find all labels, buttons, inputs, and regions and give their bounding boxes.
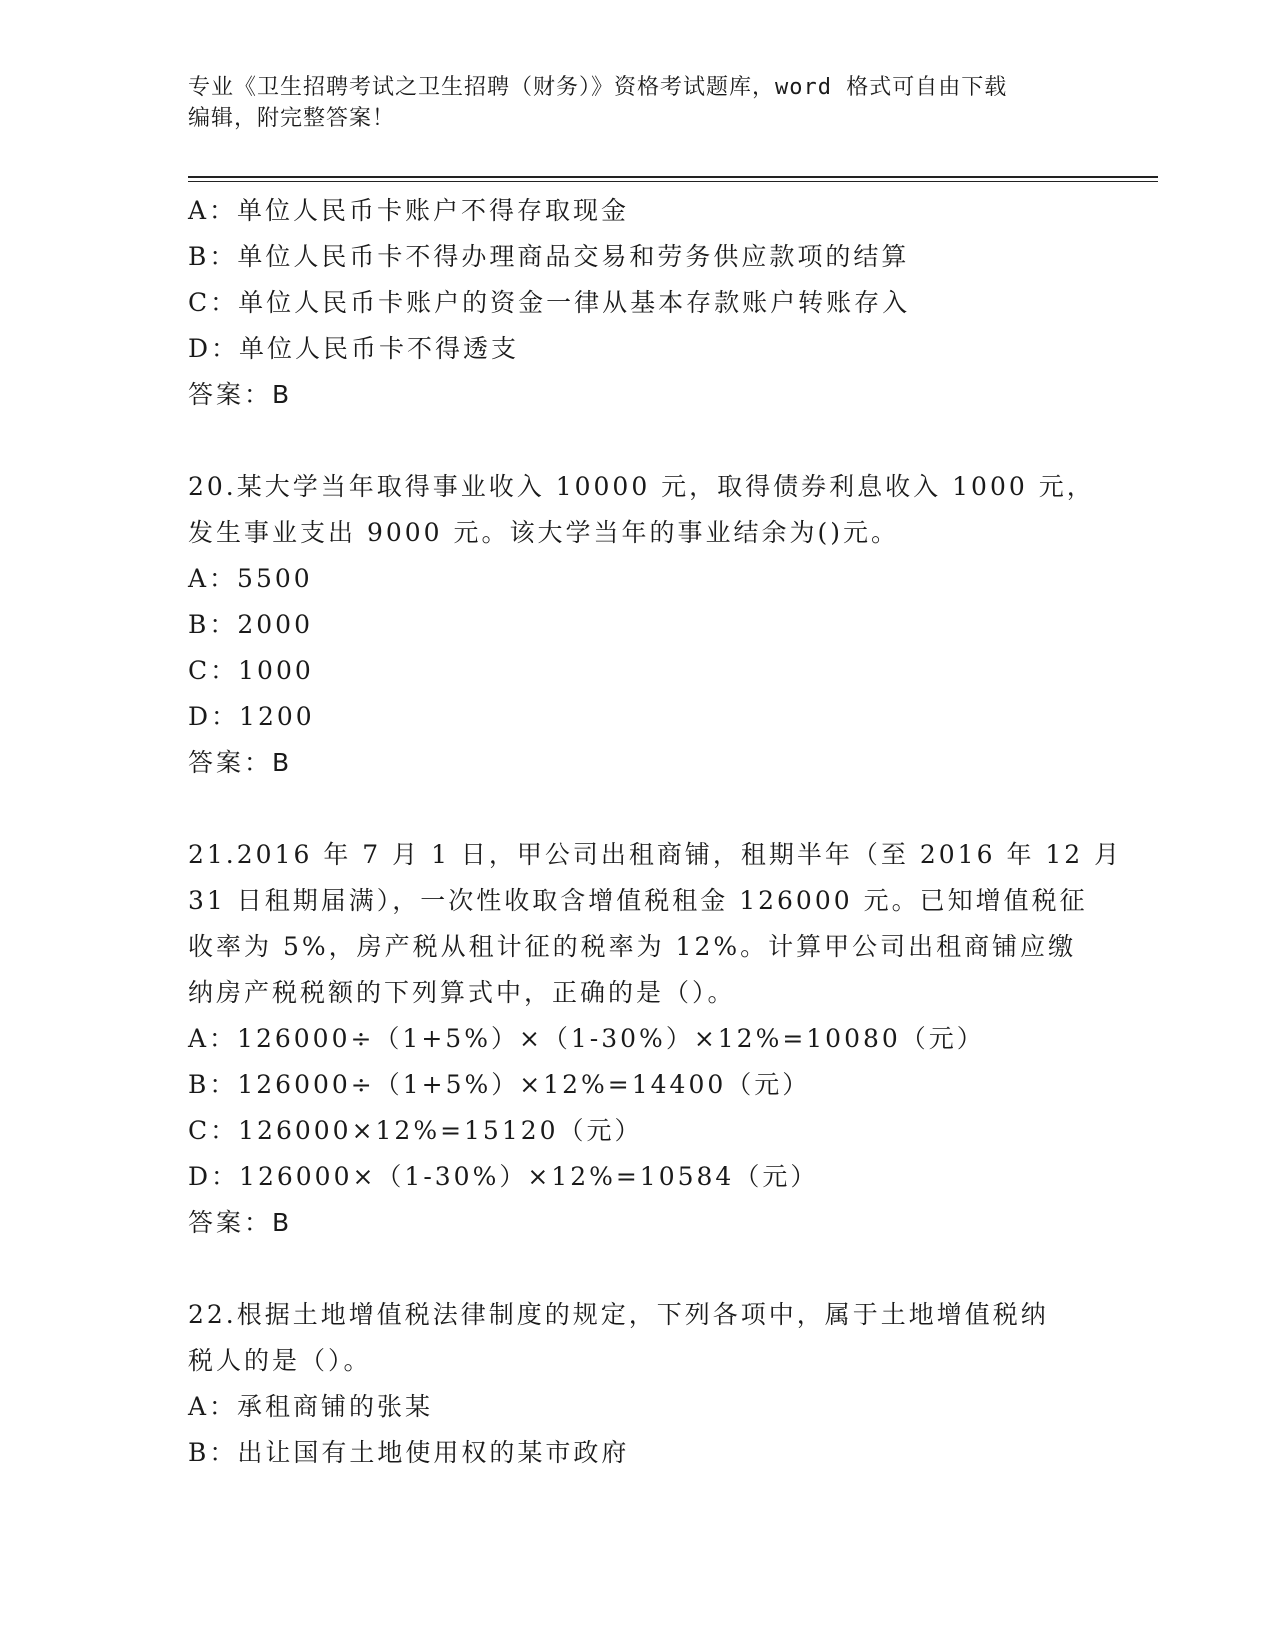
question-block-21 <box>188 832 1123 1246</box>
question-block-20 <box>188 464 1095 786</box>
header-rule-thick <box>188 176 1158 178</box>
document-body <box>188 188 1123 1476</box>
option-b: B：出让国有土地使用权的某市政府 <box>188 1438 630 1467</box>
option-a: A：126000÷（1+5%）×（1-30%）×12%=10080（元） <box>188 1024 985 1053</box>
option-a: A：承租商铺的张某 <box>188 1392 434 1421</box>
question-block-19 <box>188 188 1088 418</box>
option-b: B：2000 <box>188 610 313 639</box>
option-b: B：126000÷（1+5%）×12%=14400（元） <box>188 1070 811 1099</box>
question-stem-line: 纳房产税税额的下列算式中，正确的是（）。 <box>188 978 736 1007</box>
question-stem-line: 20.某大学当年取得事业收入 10000 元，取得债券利息收入 1000 元， <box>188 472 1095 501</box>
spacer <box>188 418 1088 464</box>
question-stem-line: 21.2016 年 7 月 1 日，甲公司出租商铺，租期半年（至 2016 年 12 月 <box>188 840 1123 869</box>
option-a: A：单位人民币卡账户不得存取现金 <box>188 196 630 225</box>
question-block-22 <box>188 1292 1088 1476</box>
option-d: D：126000×（1-30%）×12%=10584（元） <box>188 1162 819 1191</box>
question-stem-line: 31 日租期届满），一次性收取含增值税租金 126000 元。已知增值税征 <box>188 886 1088 915</box>
option-d: D：单位人民币卡不得透支 <box>188 334 520 363</box>
header-rule-thin <box>188 181 1158 182</box>
answer-line: 答案：B <box>188 1208 293 1237</box>
question-stem-line: 税人的是（）。 <box>188 1346 372 1375</box>
question-stem-line: 22.根据土地增值税法律制度的规定，下列各项中，属于土地增值税纳 <box>188 1300 1049 1329</box>
header-line-1: 专业《卫生招聘考试之卫生招聘（财务）》资格考试题库，word 格式可自由下载 <box>188 75 1008 100</box>
spacer <box>188 786 1088 832</box>
spacer <box>188 1246 1088 1292</box>
option-a: A：5500 <box>188 564 313 593</box>
answer-line: 答案：B <box>188 748 293 777</box>
option-c: C：单位人民币卡账户的资金一律从基本存款账户转账存入 <box>188 288 911 317</box>
option-c: C：126000×12%=15120（元） <box>188 1116 643 1145</box>
document-header <box>188 72 1088 134</box>
option-c: C：1000 <box>188 656 314 685</box>
answer-line: 答案：B <box>188 380 293 409</box>
option-b: B：单位人民币卡不得办理商品交易和劳务供应款项的结算 <box>188 242 910 271</box>
question-stem-line: 收率为 5%，房产税从租计征的税率为 12%。计算甲公司出租商铺应缴 <box>188 932 1077 961</box>
header-line-2: 编辑，附完整答案！ <box>188 106 396 131</box>
question-stem-line: 发生事业支出 9000 元。该大学当年的事业结余为()元。 <box>188 518 900 547</box>
option-d: D：1200 <box>188 702 315 731</box>
